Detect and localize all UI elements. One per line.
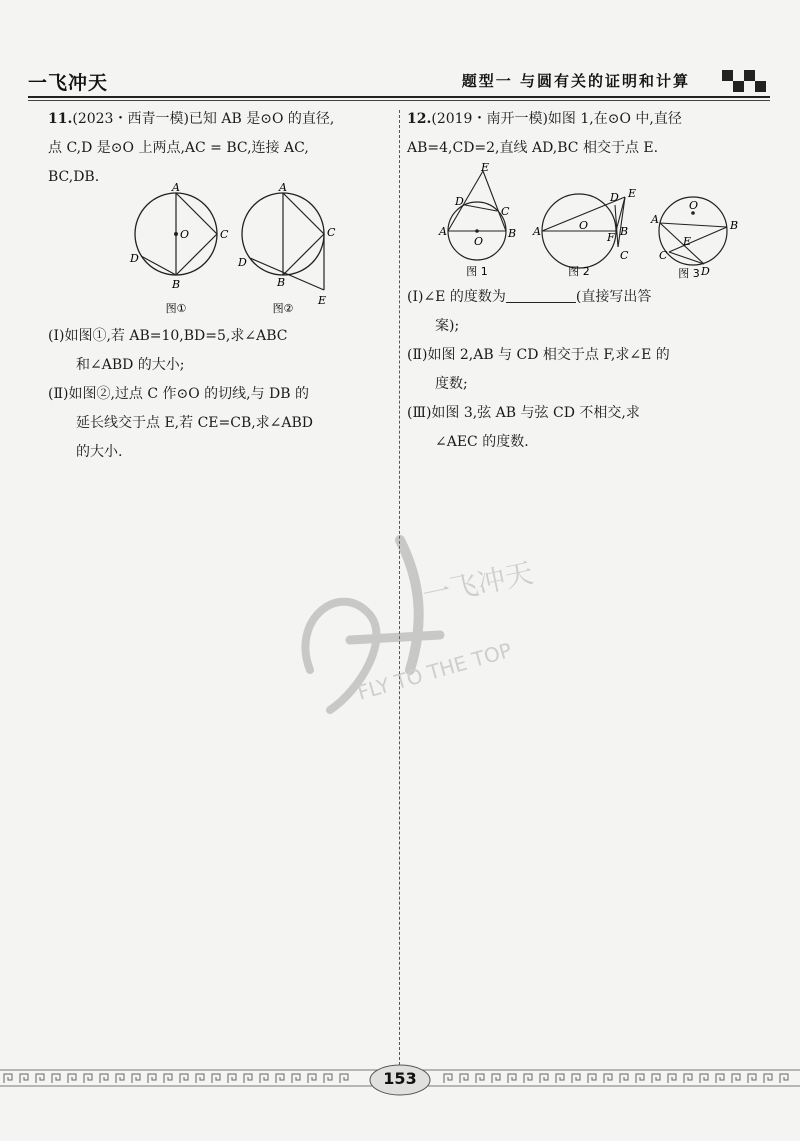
q12-part2-line1: (Ⅱ)如图 2,AB 与 CD 相交于点 F,求∠E 的	[407, 347, 670, 363]
q12-part3-line2: ∠AEC 的度数.	[435, 434, 529, 450]
q11-f1-label-o: O	[180, 228, 190, 241]
q12-stem-line2: AB=4,CD=2,直线 AD,BC 相交于点 E.	[407, 140, 659, 156]
q11-number: 11.	[48, 111, 73, 127]
q11-f1-label-a: A	[172, 181, 180, 194]
q12-part3-line1: (Ⅲ)如图 3,弦 AB 与弦 CD 不相交,求	[407, 405, 640, 421]
q11-part2-line1: (Ⅱ)如图②,过点 C 作⊙O 的切线,与 DB 的	[48, 386, 310, 402]
q11-stem-line2: 点 C,D 是⊙O 上两点,AC = BC,连接 AC,	[48, 140, 309, 156]
page-number: 153	[383, 1069, 417, 1088]
q12-f1-label-a: A	[439, 225, 447, 238]
q12-f3-label-e: E	[683, 235, 692, 248]
q12-part1-line2: 案);	[435, 318, 460, 334]
question-12	[407, 105, 753, 457]
q11-f2-label-c: C	[327, 226, 336, 239]
q12-f1-caption: 图 1	[466, 265, 488, 278]
q12-figure-3	[650, 197, 738, 280]
q12-f2-label-o: O	[579, 219, 589, 232]
header-logo: 一飞冲天	[28, 72, 109, 94]
q12-f2-label-d: D	[610, 191, 619, 204]
q12-part1-line1	[407, 283, 753, 312]
header-rule-thin	[28, 100, 770, 101]
q11-stem1: 已知 AB 是⊙O 的直径,	[188, 111, 335, 127]
q11-f2-caption: 图②	[272, 302, 294, 315]
q12-f1-label-o: O	[474, 235, 484, 248]
watermark-en: FLY TO THE TOP	[354, 637, 515, 705]
q12-number: 12.	[407, 111, 432, 127]
q12-f1-label-e: E	[481, 161, 490, 174]
q11-f1-label-d: D	[130, 252, 139, 265]
q12-f1-label-c: C	[501, 205, 510, 218]
q11-f2-label-e: E	[318, 294, 327, 307]
q11-f1-label-b: B	[172, 278, 181, 291]
q12-f1-label-d: D	[455, 195, 464, 208]
q11-f2-label-a: A	[279, 181, 287, 194]
q12-figures	[407, 163, 753, 283]
q11-figures	[48, 181, 393, 322]
q12-f2-label-e: E	[628, 187, 637, 200]
q12-f2-label-a: A	[533, 225, 541, 238]
q11-part2-line3: 的大小.	[76, 444, 123, 460]
q11-stem-line1	[48, 105, 393, 134]
q12-part1-prefix: (Ⅰ)∠E 的度数为	[407, 289, 506, 305]
q12-f3-label-o: O	[689, 199, 699, 212]
answer-blank[interactable]	[506, 286, 576, 303]
q12-part1-suffix: (直接写出答	[575, 289, 652, 305]
q11-figure-2	[237, 181, 336, 315]
q12-figure-2	[532, 187, 636, 278]
section-title: 题型一 与圆有关的证明和计算	[461, 72, 690, 90]
q11-source: (2023・西青一模)	[72, 111, 189, 127]
q12-f2-label-c: C	[620, 249, 629, 262]
q12-f2-label-f: F	[607, 231, 615, 244]
q12-f3-caption: 图 3	[678, 267, 700, 280]
q12-f3-label-c: C	[659, 249, 668, 262]
q11-f2-label-d: D	[238, 256, 247, 269]
q11-f1-label-c: C	[220, 228, 229, 241]
watermark-logo	[250, 520, 570, 730]
header-rule	[28, 96, 770, 98]
q12-part2-line2: 度数;	[435, 376, 468, 392]
q11-part1-line1: (Ⅰ)如图①,若 AB=10,BD=5,求∠ABC	[48, 328, 288, 344]
q11-stem-line3: BC,DB.	[48, 169, 100, 185]
question-11	[48, 105, 393, 467]
q11-figure-1	[129, 181, 229, 315]
q11-f2-label-b: B	[277, 276, 286, 289]
q12-f3-label-d: D	[701, 265, 710, 278]
watermark-cn: 一飞冲天	[419, 556, 537, 612]
q12-f3-label-a: A	[651, 213, 659, 226]
checker-decoration	[722, 70, 766, 92]
q12-f1-label-b: B	[508, 227, 517, 240]
q12-f2-label-b: B	[620, 225, 629, 238]
q12-stem1: 如图 1,在⊙O 中,直径	[547, 111, 682, 127]
q12-stem-line1	[407, 105, 753, 134]
q11-part1-line2: 和∠ABD 的大小;	[76, 357, 185, 373]
q11-part2-line2: 延长线交于点 E,若 CE=CB,求∠ABD	[76, 415, 314, 431]
q11-f1-caption: 图①	[165, 302, 187, 315]
q12-figure-1	[438, 161, 516, 278]
q12-f3-label-b: B	[730, 219, 739, 232]
q12-f2-caption: 图 2	[568, 265, 590, 278]
q12-source: (2019・南开一模)	[431, 111, 548, 127]
